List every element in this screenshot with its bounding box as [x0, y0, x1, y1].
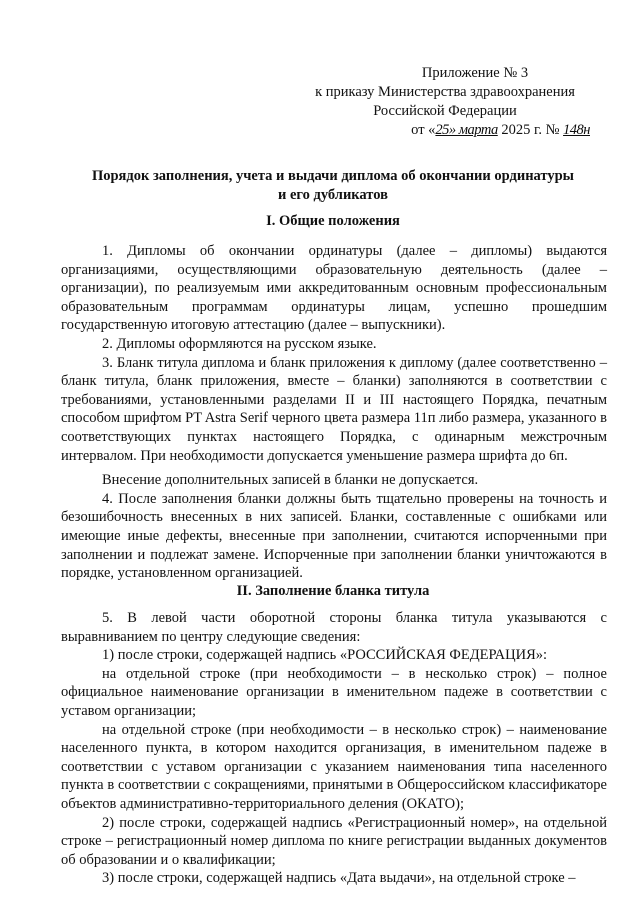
paragraph: Внесение дополнительных записей в бланки не допускается. [102, 472, 479, 489]
order-year: 2025 г. № [497, 122, 564, 138]
paragraph: 1. Дипломы об окончании ординатуры (далее – дипломы) выдаются организациями, осуществляющими образовательную деятельность (далее – организации), по реализуемым ими аккредитованным основным профессиональным образовательным программам ординатуры лицам, успешно прошедшим государственную итоговую аттестацию (далее – выпускники). [61, 243, 607, 334]
order-date-handwritten: 25» марта [435, 122, 498, 138]
appendix-header [300, 64, 590, 140]
ministry-country: Российской Федерации [373, 103, 517, 119]
section-1-body [61, 242, 607, 583]
section-2-body [61, 609, 607, 888]
order-date-line [300, 121, 590, 140]
paragraph: 3. Бланк титула диплома и бланк приложения к диплому (далее соответственно – бланк титула, бланк приложения, вместе – бланки) заполняются в соответствии с требованиями, установленными разделами II и III настоящего Порядка, печатным способом шрифтом PT Astra Serif черного цвета размера 11п либо размера, указанного в соответствующих пунктах настоящего Порядка, с одинарным межстрочным интервалом. При необходимости допускается уменьшение размера шрифта до 6п. [61, 354, 607, 464]
document-title [60, 167, 606, 205]
paragraph: 2. Дипломы оформляются на русском языке. [102, 335, 377, 352]
paragraph: на отдельной строке (при необходимости – в несколько строк) – наименование населенного пункта, в котором находится организация, в именительном падеже в соответствии с уставом организации с указанием наименования типа населенного пункта в соответствии с сокращениями, принятыми в Общероссийском классификаторе объектов административно-территориального деления (ОКАТО); [61, 721, 607, 812]
appendix-number: Приложение № 3 [421, 65, 529, 81]
section-2-heading: II. Заполнение бланка титула [236, 583, 430, 599]
paragraph: 3) после строки, содержащей надпись «Дата выдачи», на отдельной строке – [102, 870, 576, 887]
paragraph: 1) после строки, содержащей надпись «РОССИЙСКАЯ ФЕДЕРАЦИЯ»: [102, 647, 548, 664]
paragraph: 2) после строки, содержащей надпись «Регистрационный номер», на отдельной строке – регистрационный номер диплома по книге регистрации выданных документов об образовании и о квалификации; [61, 814, 607, 868]
paragraph: на отдельной строке (при необходимости – в несколько строк) – полное официальное наименование организации в именительном падеже в соответствии с уставом организации; [61, 665, 607, 719]
order-reference: к приказу Министерства здравоохранения [315, 84, 575, 100]
paragraph: 5. В левой части оборотной стороны бланка титула указываются с выравниванием по центру следующие сведения: [61, 610, 607, 645]
title-line-2: и его дубликатов [278, 187, 388, 203]
order-number-handwritten: 148н [563, 122, 590, 138]
order-prefix: от « [411, 122, 436, 138]
section-1-heading: I. Общие положения [266, 213, 400, 229]
title-line-1: Порядок заполнения, учета и выдачи диплома об окончании ординатуры [91, 168, 575, 184]
paragraph: 4. После заполнения бланки должны быть тщательно проверены на точность и безошибочность внесенных в них записей. Бланки, составленные с ошибками или имеющие иные дефекты, внесенные при заполнении, считаются испорченными при заполнении и подлежат замене. Испорченные при заполнении бланки уничтожаются в порядке, установленном организацией. [61, 490, 607, 582]
